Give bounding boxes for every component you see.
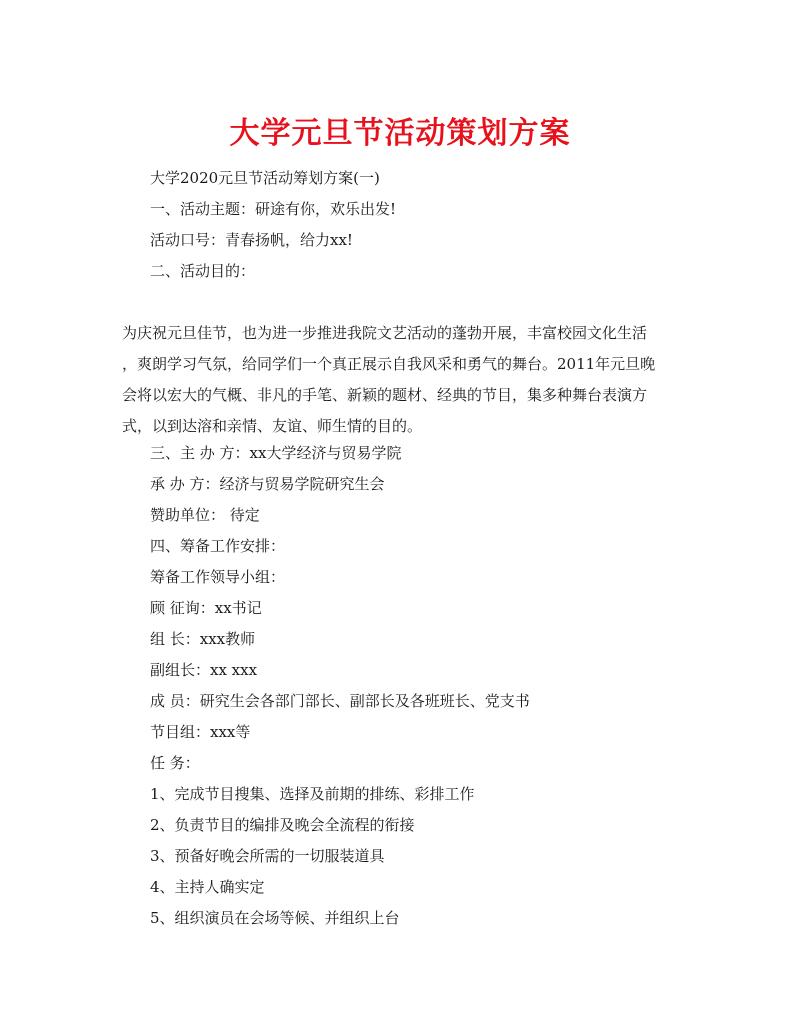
text-line: 四、筹备工作安排： [150,537,286,555]
text-line: 5、组织演员在会场等候、并组织上台 [150,909,400,927]
text-line: 4、主持人确实定 [150,878,265,896]
text-line: 1、完成节目搜集、选择及前期的排练、彩排工作 [150,785,475,803]
paragraph-line: 为庆祝元旦佳节，也为进一步推进我院文艺活动的蓬勃开展，丰富校园文化生活 [122,324,648,342]
text-line: 一、活动主题：研途有你，欢乐出发! [150,200,397,218]
text-line: 任 务： [150,754,200,772]
text-line: 赞助单位： 待定 [150,506,260,524]
text-line: 筹备工作领导小组： [150,568,286,586]
paragraph-line: 会将以宏大的气概、非凡的手笔、新颖的题材、经典的节目，集多种舞台表演方 [122,386,648,404]
paragraph-line: ，爽朗学习气氛，给同学们一个真正展示自我风采和勇气的舞台。2011年元旦晚 [122,355,656,373]
text-line: 大学2020元旦节活动筹划方案(一) [150,169,380,187]
text-line: 二、活动目的： [150,262,256,280]
paragraph-line: 式，以到达溶和亲情、友谊、师生情的目的。 [122,417,423,435]
text-line: 3、预备好晚会所需的一切服装道具 [150,847,385,865]
text-line: 副组长：xx xxx [150,661,258,679]
body-paragraph [122,318,682,442]
document-title: 大学元旦节活动策划方案 [229,116,571,151]
text-line: 活动口号：青春扬帆，给力xx! [150,231,353,249]
text-line: 节目组：xxx等 [150,723,251,741]
text-line: 成 员：研究生会各部门部长、副部长及各班班长、党支书 [150,692,530,710]
text-line: 承 办 方：经济与贸易学院研究生会 [150,475,385,493]
text-line: 顾 征询：xx书记 [150,599,262,617]
text-line: 三、主 办 方：xx大学经济与贸易学院 [150,444,402,462]
text-line: 组 长：xxx教师 [150,630,256,648]
text-line: 2、负责节目的编排及晚会全流程的衔接 [150,816,415,834]
